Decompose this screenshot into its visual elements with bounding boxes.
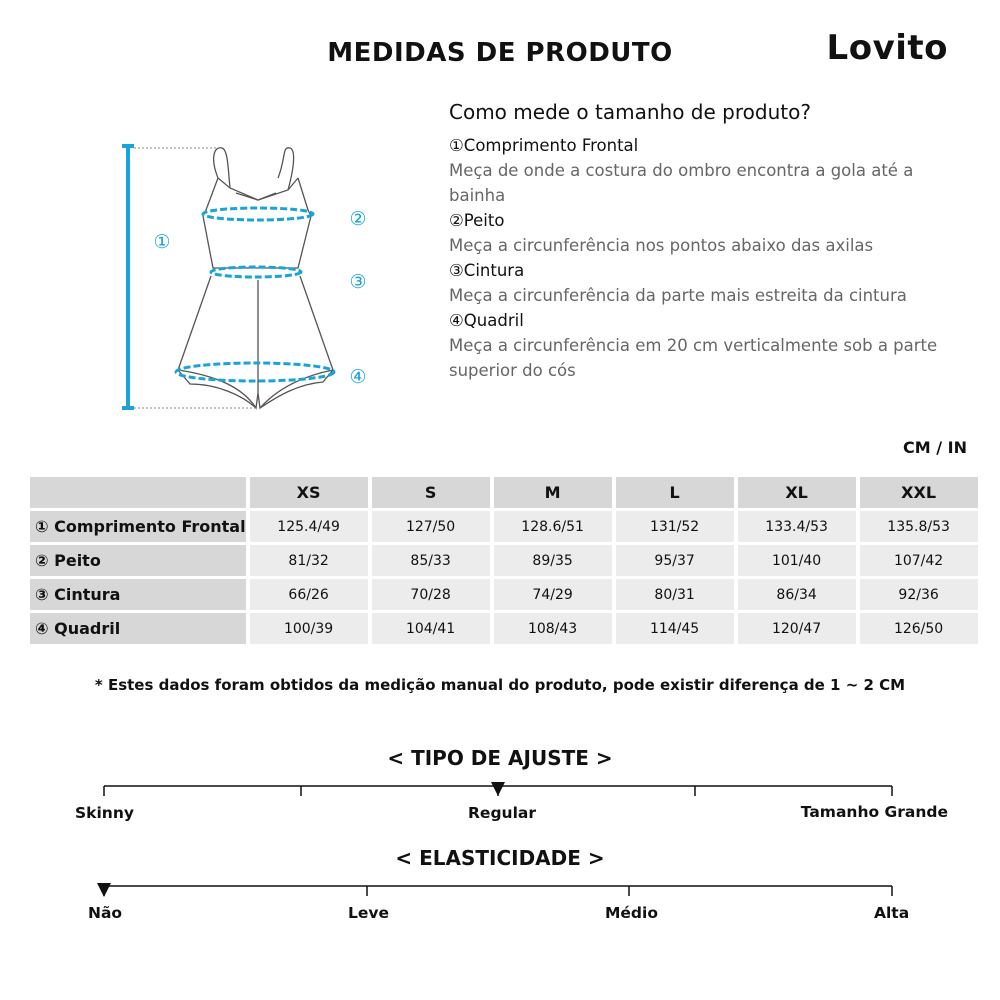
table-cell: 95/37 xyxy=(616,545,734,576)
fit-selected-marker-icon xyxy=(491,782,505,796)
table-row xyxy=(30,511,978,542)
measure-description: Meça a circunferência em 20 cm verticalmente sob a parte superior do cós xyxy=(449,336,938,380)
measure-description: Meça a circunferência da parte mais estreita da cintura xyxy=(449,286,907,305)
table-cell: 135.8/53 xyxy=(860,511,978,542)
fit-label-regular: Regular xyxy=(468,804,536,822)
table-cell: 70/28 xyxy=(372,579,490,610)
table-header-row xyxy=(30,477,978,508)
table-cell: 107/42 xyxy=(860,545,978,576)
marker-hip: ④ xyxy=(349,366,367,388)
fit-label-skinny: Skinny xyxy=(75,804,134,822)
table-row xyxy=(30,545,978,576)
table-cell: 85/33 xyxy=(372,545,490,576)
row-label: ④ Quadril xyxy=(30,613,246,644)
size-header: XXL xyxy=(860,477,978,508)
elasticity-scale-title: < ELASTICIDADE > xyxy=(395,846,605,870)
table-cell: 81/32 xyxy=(250,545,368,576)
table-cell: 101/40 xyxy=(738,545,856,576)
table-cell: 100/39 xyxy=(250,613,368,644)
table-row xyxy=(30,613,978,644)
table-cell: 66/26 xyxy=(250,579,368,610)
table-cell: 108/43 xyxy=(494,613,612,644)
table-cell: 80/31 xyxy=(616,579,734,610)
elasticity-label-none: Não xyxy=(88,904,123,922)
footnote: * Estes dados foram obtidos da medição manual do produto, pode existir diferença de 1 ~ 2 CM xyxy=(94,676,906,694)
measure-description: Meça a circunferência nos pontos abaixo das axilas xyxy=(449,236,874,255)
table-cell: 86/34 xyxy=(738,579,856,610)
measure-title: ①Comprimento Frontal xyxy=(449,136,639,155)
garment-diagram xyxy=(118,138,378,423)
brand-logo: Lovito xyxy=(826,28,948,68)
measure-title: ④Quadril xyxy=(449,311,524,330)
marker-chest: ② xyxy=(349,208,367,230)
marker-front-length: ① xyxy=(153,231,171,253)
unit-label: CM / IN xyxy=(903,438,967,457)
table-cell: 128.6/51 xyxy=(494,511,612,542)
table-cell: 133.4/53 xyxy=(738,511,856,542)
size-header: XS xyxy=(250,477,368,508)
measure-title: ③Cintura xyxy=(449,261,525,280)
row-label: ② Peito xyxy=(30,545,246,576)
size-header: M xyxy=(494,477,612,508)
table-cell: 92/36 xyxy=(860,579,978,610)
size-header: S xyxy=(372,477,490,508)
table-row xyxy=(30,579,978,610)
table-cell: 120/47 xyxy=(738,613,856,644)
measure-title: ②Peito xyxy=(449,211,505,230)
page-title: MEDIDAS DE PRODUTO xyxy=(327,38,673,68)
elasticity-label-high: Alta xyxy=(874,904,910,922)
marker-waist: ③ xyxy=(349,271,367,293)
elasticity-selected-marker-icon xyxy=(97,883,111,897)
fit-label-large: Tamanho Grande xyxy=(800,803,948,821)
elasticity-label-medium: Médio xyxy=(605,904,658,922)
elasticity-scale xyxy=(0,876,1000,902)
measure-description: Meça de onde a costura do ombro encontra a gola até a bainha xyxy=(449,161,914,205)
table-cell: 125.4/49 xyxy=(250,511,368,542)
table-cell: 104/41 xyxy=(372,613,490,644)
instructions-question: Como mede o tamanho de produto? xyxy=(449,100,811,124)
size-header: XL xyxy=(738,477,856,508)
fit-scale-title: < TIPO DE AJUSTE > xyxy=(387,746,613,770)
elasticity-label-light: Leve xyxy=(348,904,390,922)
row-label: ③ Cintura xyxy=(30,579,246,610)
fit-scale xyxy=(0,776,1000,802)
table-cell: 126/50 xyxy=(860,613,978,644)
table-cell: 74/29 xyxy=(494,579,612,610)
row-label: ① Comprimento Frontal xyxy=(30,511,246,542)
size-header: L xyxy=(616,477,734,508)
table-corner xyxy=(30,477,246,508)
table-cell: 114/45 xyxy=(616,613,734,644)
measurement-instructions xyxy=(449,100,969,383)
size-table xyxy=(26,474,982,647)
table-cell: 131/52 xyxy=(616,511,734,542)
table-cell: 89/35 xyxy=(494,545,612,576)
table-cell: 127/50 xyxy=(372,511,490,542)
